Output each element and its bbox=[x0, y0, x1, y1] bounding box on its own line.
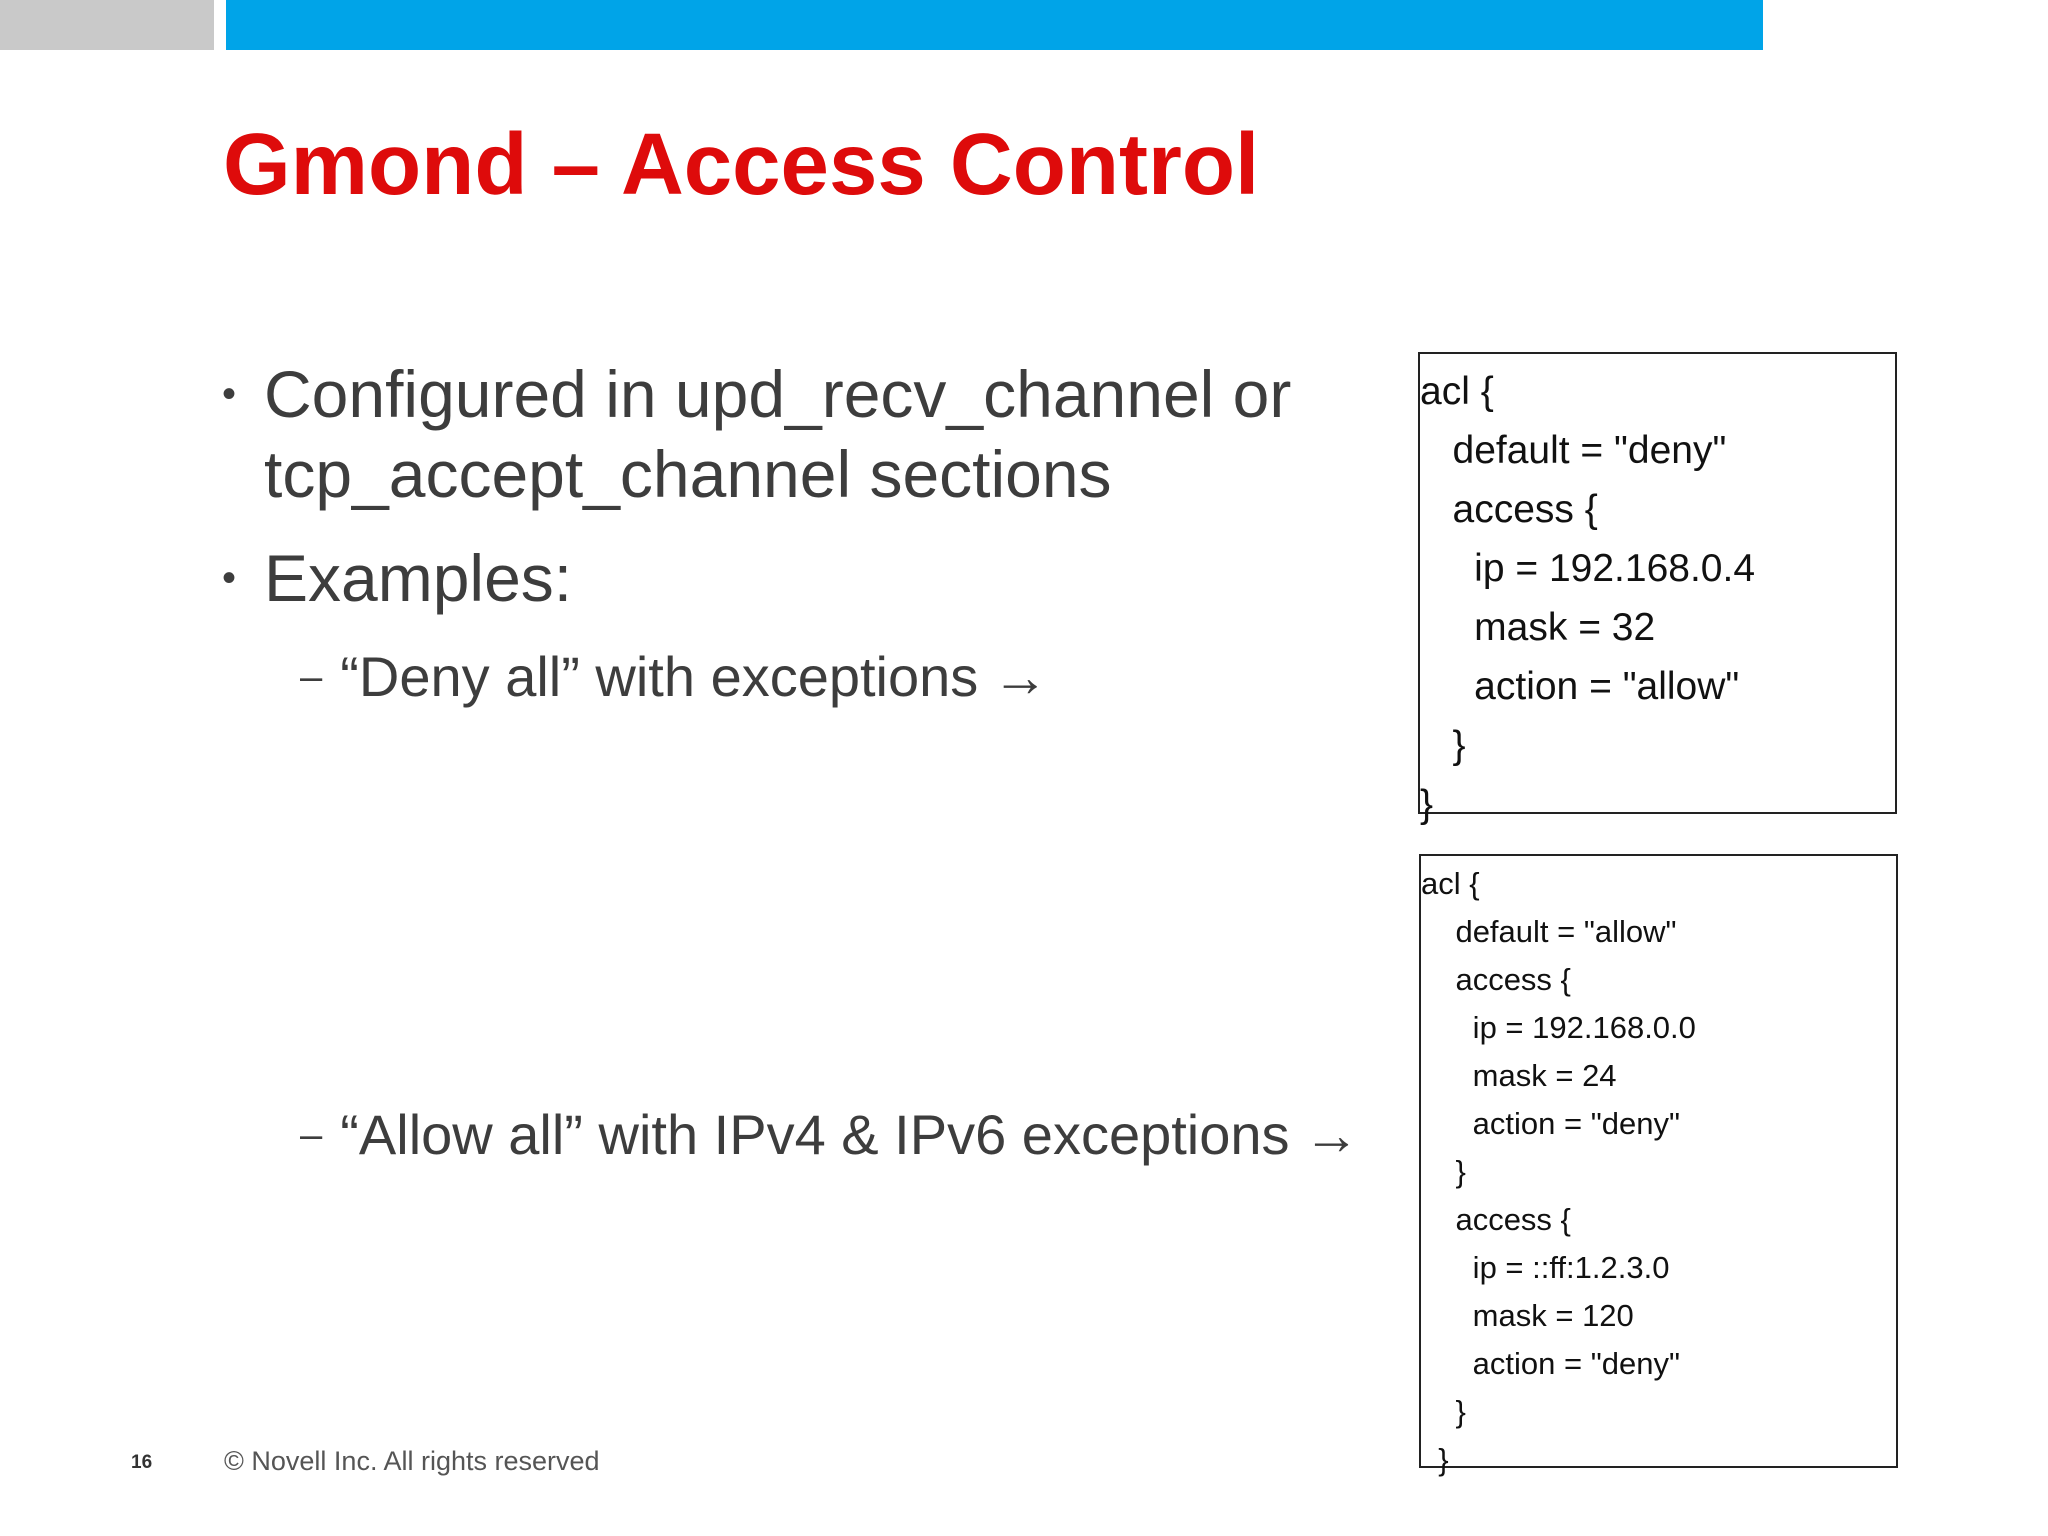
code-line: mask = 120 bbox=[1421, 1298, 1634, 1333]
bullet-text-line: tcp_accept_channel sections bbox=[264, 437, 1112, 511]
code-line: acl { bbox=[1421, 866, 1480, 901]
sub-item-allow-all bbox=[300, 1100, 1360, 1176]
code-line: default = "deny" bbox=[1420, 429, 1727, 472]
bullet-examples bbox=[222, 538, 572, 618]
header-bar-gray bbox=[0, 0, 214, 50]
code-line: access { bbox=[1420, 488, 1598, 531]
code-line: action = "allow" bbox=[1420, 665, 1740, 708]
bullet-text-line: Examples: bbox=[264, 541, 573, 615]
code-line: } bbox=[1421, 1442, 1449, 1477]
code-line: access { bbox=[1421, 1202, 1571, 1237]
code-line: } bbox=[1420, 783, 1434, 826]
code-line: } bbox=[1421, 1394, 1466, 1429]
bullet-text-line: Configured in upd_recv_channel or bbox=[264, 357, 1292, 431]
code-line: ip = 192.168.0.4 bbox=[1420, 547, 1756, 590]
sub-item-text: “Deny all” with exceptions bbox=[340, 645, 979, 708]
right-arrow-icon: → bbox=[992, 645, 1049, 708]
bullet-configured bbox=[222, 354, 1291, 514]
slide-title: Gmond – Access Control bbox=[223, 116, 1260, 213]
right-arrow-icon: → bbox=[1303, 1103, 1360, 1166]
bullet-marker: • bbox=[222, 372, 237, 416]
code-line: default = "allow" bbox=[1421, 914, 1677, 949]
code-line: access { bbox=[1421, 962, 1571, 997]
code-line: ip = 192.168.0.0 bbox=[1421, 1010, 1696, 1045]
code-line: mask = 24 bbox=[1421, 1058, 1617, 1093]
slide-number: 16 bbox=[131, 1452, 153, 1473]
code-line: ip = ::ff:1.2.3.0 bbox=[1421, 1250, 1670, 1285]
sub-item-deny-all bbox=[300, 642, 1048, 718]
code-line: action = "deny" bbox=[1421, 1106, 1680, 1141]
code-line: } bbox=[1420, 724, 1466, 767]
sub-item-marker: – bbox=[300, 1113, 323, 1157]
code-line: mask = 32 bbox=[1420, 606, 1656, 649]
bullet-marker: • bbox=[222, 556, 237, 600]
code-box-deny-all bbox=[1418, 352, 1897, 826]
code-line: action = "deny" bbox=[1421, 1346, 1680, 1381]
code-line: acl { bbox=[1420, 370, 1494, 413]
copyright-notice: © Novell Inc. All rights reserved bbox=[224, 1446, 600, 1476]
header-bar-blue bbox=[226, 0, 1763, 50]
code-line: } bbox=[1421, 1154, 1466, 1189]
code-box-allow-all bbox=[1419, 854, 1898, 1477]
sub-item-marker: – bbox=[300, 655, 323, 699]
sub-item-text: “Allow all” with IPv4 & IPv6 exceptions bbox=[340, 1103, 1290, 1166]
